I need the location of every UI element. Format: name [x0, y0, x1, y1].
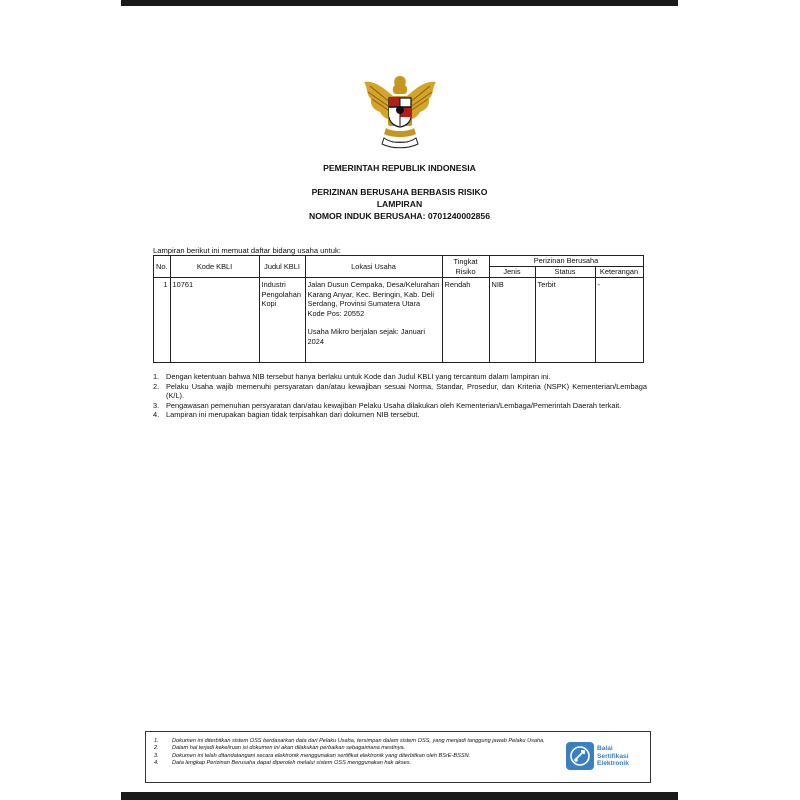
cell-kode-kbli: 10761 — [170, 278, 259, 363]
document-subtitle: LAMPIRAN — [376, 199, 423, 209]
list-item: 2. Pelaku Usaha wajib memenuhi persyaratan dan/atau kewajiban sesuai Norma, Standar, Prosedur, dan Kriteria (NSPK) Kementerian/Lembaga (K/L). — [153, 381, 647, 401]
cell-keterangan: - — [595, 278, 643, 363]
list-item: 3. Pengawasan pemenuhan persyaratan dan/atau kewajiban Pelaku Usaha dilakukan oleh Kementerian/Lembaga/Pemerintah Daerah terkait. — [153, 400, 622, 410]
list-item: 1. Dengan ketentuan bahwa NIB tersebut hanya berlaku untuk Kode dan Judul KBLI yang tercantum dalam lampiran ini. — [153, 372, 551, 381]
bsre-label-2: Sertifikasi — [597, 752, 629, 760]
table-row — [154, 278, 644, 363]
list-item: 1. Dokumen ini diterbitkan sistem OSS berdasarkan data dari Pelaku Usaha, tersimpan dalam sistem OSS, yang menjadi tanggung jawab Pelaku Usaha. — [154, 738, 545, 744]
bsre-label-1: Balai — [597, 745, 613, 752]
header-tingkat-risiko: Tingkat Risiko — [442, 256, 489, 278]
bsre-label-3: Elektronik — [597, 760, 629, 768]
intro-text: Lampiran berikut ini memuat daftar bidang usaha untuk: — [153, 246, 341, 255]
header-perizinan-berusaha: Perizinan Berusaha — [489, 256, 643, 267]
header-kode-kbli: Kode KBLI — [170, 256, 259, 278]
header-keterangan: Keterangan — [595, 267, 643, 278]
nib-number: NOMOR INDUK BERUSAHA: 0701240002856 — [308, 211, 490, 221]
cell-tingkat-risiko: Rendah — [442, 278, 489, 363]
cell-jenis: NIB — [489, 278, 535, 363]
kbli-table — [153, 255, 644, 363]
footer-box — [145, 731, 651, 783]
list-item: 4. Data lengkap Perizinan Berusaha dapat diperoleh melalui sistem OSS menggunakan hak akses. — [154, 760, 412, 767]
cell-no: 1 — [154, 278, 171, 363]
list-item: 4. Lampiran ini merupakan bagian tidak terpisahkan dari dokumen NIB tersebut. — [153, 410, 420, 420]
cell-judul-kbli: Industri Pengolahan Kopi — [259, 278, 305, 363]
bottom-edge-bar — [121, 792, 678, 800]
footer-notes — [154, 738, 554, 768]
header-jenis: Jenis — [489, 267, 535, 278]
bsre-logo — [566, 742, 646, 776]
header-status: Status — [535, 267, 595, 278]
lokasi-address: Jalan Dusun Cempaka, Desa/Kelurahan Karang Anyar, Kec. Beringin, Kab. Deli Serdang, Provinsi Sumatera Utara — [307, 280, 440, 309]
list-item: 3. Dokumen ini telah ditandatangani secara elektronik menggunakan sertifikat elektronik yang diterbitkan oleh BSrE-BSSN. — [154, 752, 471, 759]
list-item: 2. Dalam hal terjadi kekeliruan isi dokumen ini akan dilakukan perbaikan sebagaimana mestinya. — [154, 745, 406, 752]
lokasi-kodepos: Kode Pos: 20552 — [307, 308, 365, 318]
document-title: PERIZINAN BERUSAHA BERBASIS RISIKO — [311, 187, 488, 197]
cell-lokasi — [305, 278, 442, 363]
header-lokasi: Lokasi Usaha — [305, 256, 442, 278]
bsre-seal-icon — [566, 742, 594, 770]
lokasi-usaha-mikro: Usaha Mikro berjalan sejak: Januari 2024 — [307, 327, 426, 346]
header-judul-kbli: Judul KBLI — [259, 256, 305, 278]
government-heading: PEMERINTAH REPUBLIK INDONESIA — [323, 163, 476, 173]
garuda-emblem-icon — [362, 72, 438, 152]
header-no: No. — [154, 256, 171, 278]
terms-list — [153, 372, 647, 420]
cell-status: Terbit — [535, 278, 595, 363]
